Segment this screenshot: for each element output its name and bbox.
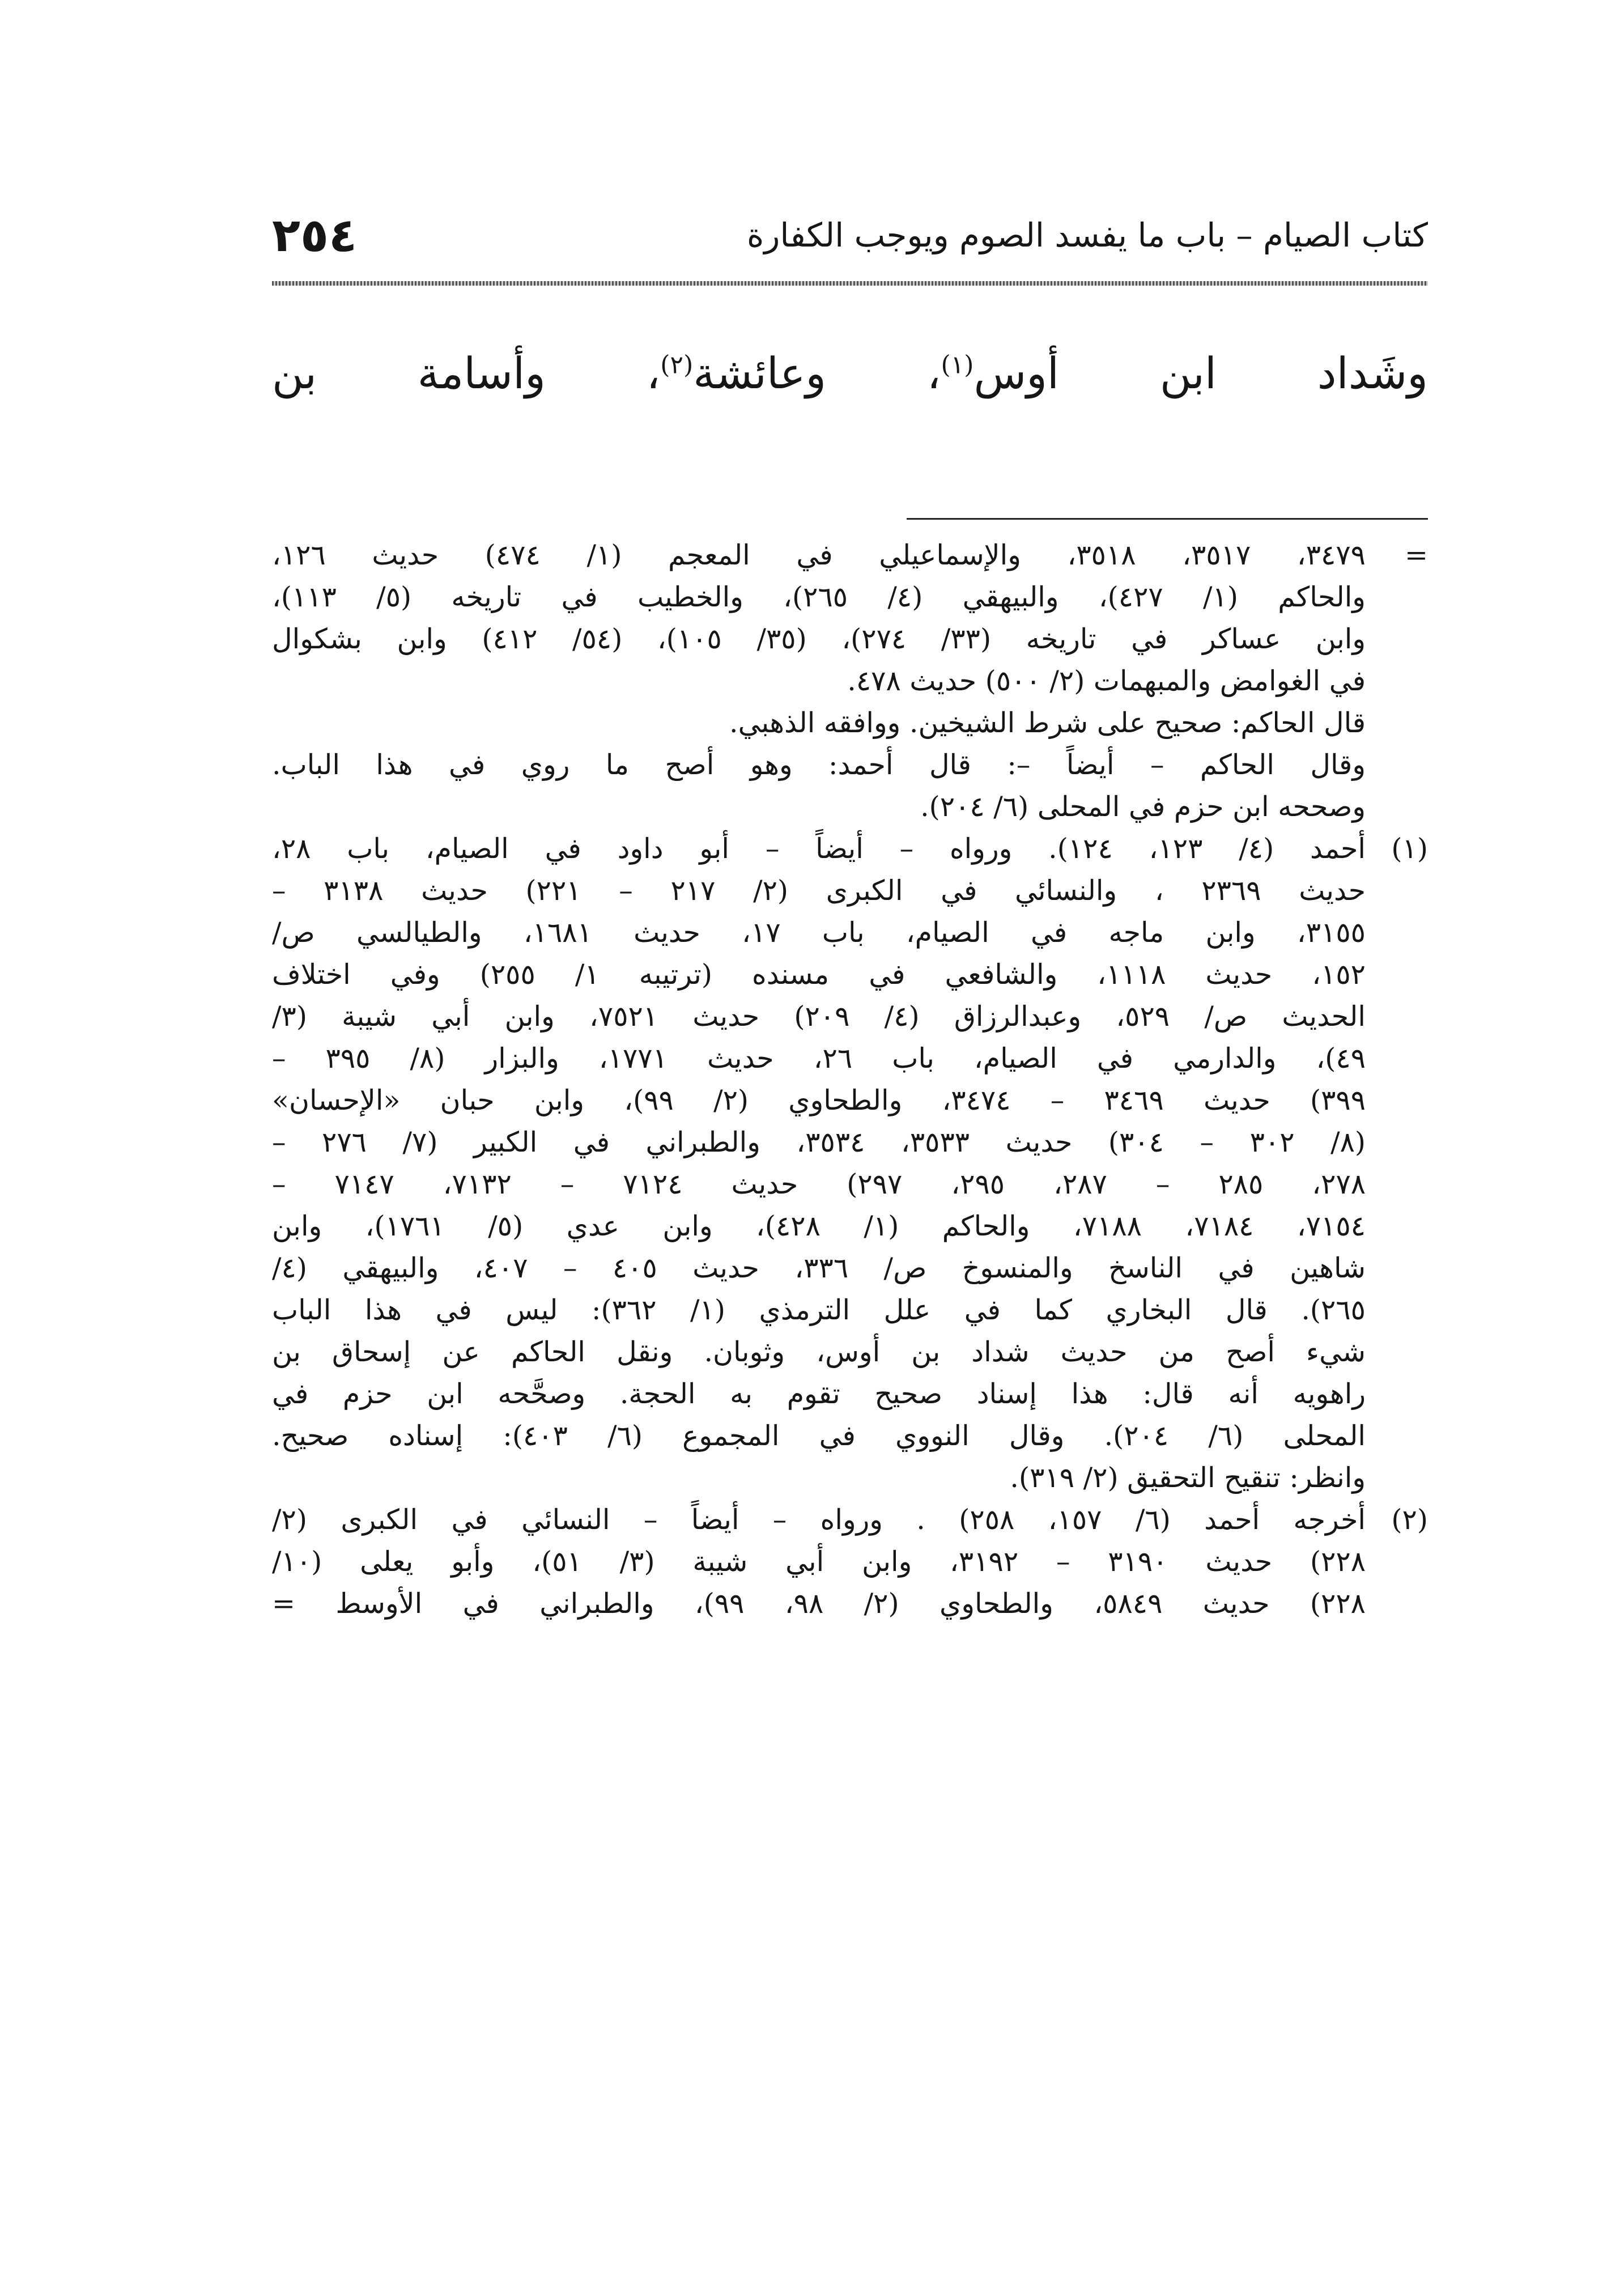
footnote-line: المحلى (٦/ ٢٠٤). وقال النووي في المجموع (٦/ ٤٠٣): إسناده صحيح. xyxy=(272,1420,1366,1452)
footnote-line: قال الحاكم: صحيح على شرط الشيخين. ووافقه الذهبي. xyxy=(729,707,1366,739)
footnote-text xyxy=(272,828,1366,1499)
footnote-line: (٨/ ٣٠٢ – ٣٠٤) حديث ٣٥٣٣، ٣٥٣٤، والطبراني في الكبير (٧/ ٢٧٦ – xyxy=(272,1126,1366,1158)
footnote-line: شيء أصح من حديث شداد بن أوس، وثوبان. ونقل الحاكم عن إسحاق بن xyxy=(272,1336,1366,1368)
footnote-line: ٣٤٧٩، ٣٥١٧، ٣٥١٨، والإسماعيلي في المعجم (١/ ٤٧٤) حديث ١٢٦، xyxy=(272,539,1366,571)
footnote-line: وانظر: تنقيح التحقيق (٢/ ٣١٩). xyxy=(1010,1462,1366,1494)
footnote-line: ١٥٢، حديث ١١١٨، والشافعي في مسنده (ترتيبه ١/ ٢٥٥) وفي اختلاف xyxy=(272,958,1366,991)
footnote-2 xyxy=(272,1499,1428,1625)
main-text-start: وشَداد ابن أوس xyxy=(973,348,1428,398)
footnote-line: ٧١٥٤، ٧١٨٤، ٧١٨٨، والحاكم (١/ ٤٢٨)، وابن عدي (٥/ ١٧٦١)، وابن xyxy=(272,1210,1366,1242)
footnotes xyxy=(272,534,1428,1625)
footnote-line: حديث ٢٣٦٩ ، والنسائي في الكبرى (٢/ ٢١٧ – ٢٢١) حديث ٣١٣٨ – xyxy=(272,874,1366,907)
footnote-1 xyxy=(272,828,1428,1499)
footnote-line: ٢٦٥). قال البخاري كما في علل الترمذي (١/ ٣٦٢): ليس في هذا الباب xyxy=(272,1294,1366,1326)
page-header xyxy=(272,193,1428,278)
footnote-line: والحاكم (١/ ٤٢٧)، والبيهقي (٤/ ٢٦٥)، والخطيب في تاريخه (٥/ ١١٣)، xyxy=(272,581,1366,613)
footnote-line: أخرجه أحمد (٦/ ١٥٧، ٢٥٨) . ورواه – أيضاً – النسائي في الكبرى (٢/ xyxy=(272,1504,1366,1536)
footnote-separator xyxy=(907,518,1428,520)
footnote-marker: (١) xyxy=(1391,833,1428,865)
footnote-line: شاهين في الناسخ والمنسوخ ص/ ٣٣٦، حديث ٤٠٥ – ٤٠٧، والبيهقي (٤/ xyxy=(272,1252,1366,1284)
running-title: كتاب الصيام – باب ما يفسد الصوم ويوجب الكفارة xyxy=(747,216,1428,254)
footnote-line: ٢٢٨) حديث ٣١٩٠ – ٣١٩٢، وابن أبي شيبة (٣/ ٥١)، وأبو يعلى (١٠/ xyxy=(272,1545,1366,1578)
book-page xyxy=(272,193,1428,2233)
footnote-text xyxy=(272,1499,1366,1625)
footnote-ref-2: (٢) xyxy=(660,350,694,380)
footnote-line: في الغوامض والمبهمات (٢/ ٥٠٠) حديث ٤٧٨. xyxy=(847,665,1366,697)
main-text xyxy=(272,337,1428,410)
footnote-line: ٢٧٨، ٢٨٥ – ٢٨٧، ٢٩٥، ٢٩٧) حديث ٧١٢٤ – ٧١٣٢، ٧١٤٧ – xyxy=(272,1168,1366,1200)
footnote-line: وابن عساكر في تاريخه (٣٣/ ٢٧٤)، (٣٥/ ١٠٥)، (٥٤/ ٤١٢) وابن بشكوال xyxy=(272,623,1366,655)
footnote-line: ٤٩)، والدارمي في الصيام، باب ٢٦، حديث ١٧٧١، والبزار (٨/ ٣٩٥ – xyxy=(272,1042,1366,1075)
footnote-line: راهويه أنه قال: هذا إسناد صحيح تقوم به الحجة. وصحَّحه ابن حزم في xyxy=(272,1378,1366,1410)
footnote-line: ٣٩٩) حديث ٣٤٦٩ – ٣٤٧٤، والطحاوي (٢/ ٩٩)، وابن حبان «الإحسان» xyxy=(272,1084,1366,1116)
header-divider xyxy=(272,281,1428,286)
footnote-text xyxy=(272,534,1366,828)
footnote-ref-1: (١) xyxy=(941,350,974,380)
page-number: ٢٥٤ xyxy=(272,208,358,262)
footnote-marker: = xyxy=(1404,539,1428,571)
footnote-line: ٢٢٨) حديث ٥٨٤٩، والطحاوي (٢/ ٩٨، ٩٩)، والطبراني في الأوسط = xyxy=(272,1587,1366,1620)
footnote-line: أحمد (٤/ ١٢٣، ١٢٤). ورواه – أيضاً – أبو داود في الصيام، باب ٢٨، xyxy=(272,833,1366,865)
footnote-line: ٣١٥٥، وابن ماجه في الصيام، باب ١٧، حديث ١٦٨١، والطيالسي ص/ xyxy=(272,916,1366,949)
footnote-line: وصححه ابن حزم في المحلى (٦/ ٢٠٤). xyxy=(920,791,1366,823)
footnote-continued xyxy=(272,534,1428,828)
footnote-marker: (٢) xyxy=(1391,1504,1428,1536)
footnote-line: وقال الحاكم – أيضاً –: قال أحمد: وهو أصح ما روي في هذا الباب. xyxy=(272,749,1366,781)
footnote-line: الحديث ص/ ٥٢٩، وعبدالرزاق (٤/ ٢٠٩) حديث ٧٥٢١، وابن أبي شيبة (٣/ xyxy=(272,1000,1366,1033)
main-text-middle: ، وعائشة xyxy=(693,348,941,398)
main-text-end: ، وأسامة بن xyxy=(272,348,661,398)
